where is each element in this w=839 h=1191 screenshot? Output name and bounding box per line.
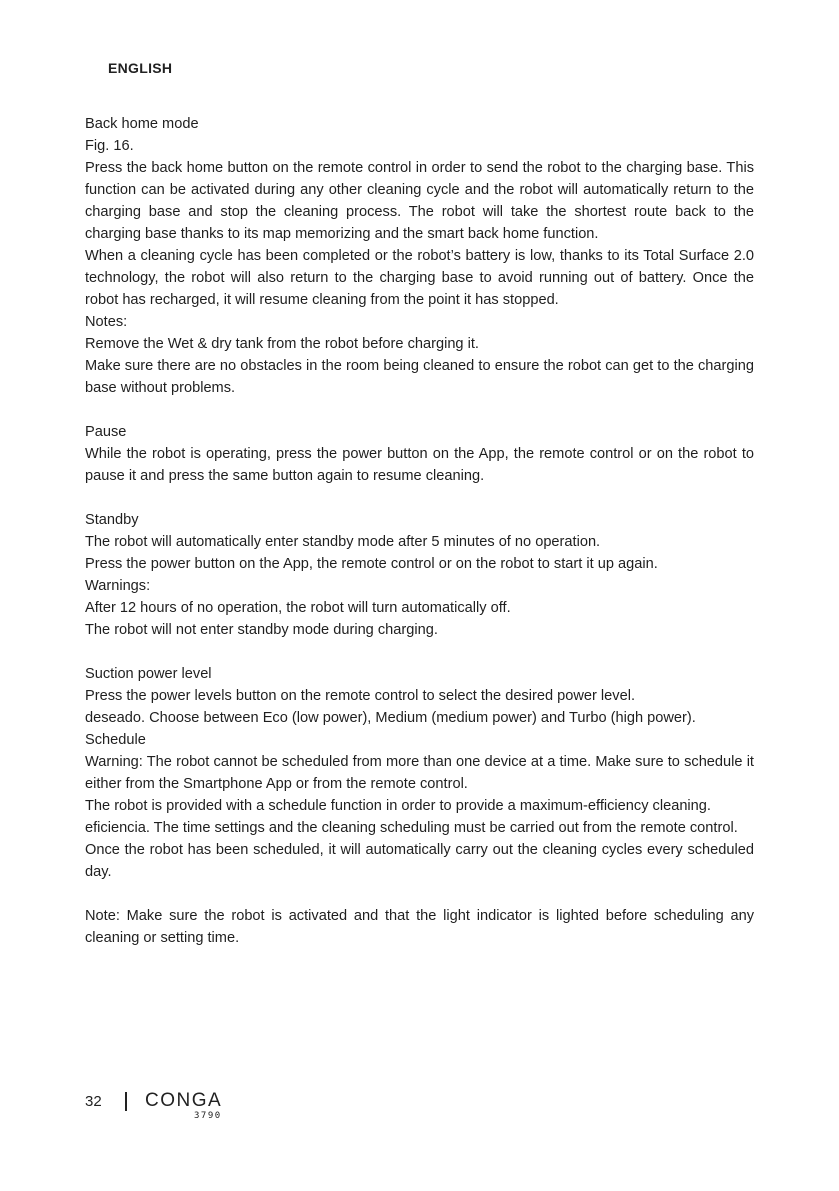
note-item-1: Remove the Wet & dry tank from the robot before charging it.	[85, 336, 479, 352]
standby-paragraph-1: The robot will automatically enter standby mode after 5 minutes of no operation.	[85, 534, 601, 550]
notes-label: Notes:	[85, 314, 128, 330]
schedule-paragraph-1: Warning: The robot cannot be scheduled from more than one device at a time. Make sure to schedule it either from the Smartphone App or from the remote control.	[85, 754, 754, 792]
back-home-paragraph-2: When a cleaning cycle has been completed or the robot’s battery is low, thanks to its Total Surface 2.0 technology, the robot will also return to the charging base to avoid running out of battery. Once the robot has recharged, it will resume cleaning from the point it has stopped.	[85, 248, 754, 308]
pause-title: Pause	[85, 424, 127, 440]
schedule-paragraph-4: Once the robot has been scheduled, it will automatically carry out the cleaning cycles every scheduled day.	[85, 842, 754, 880]
back-home-paragraph-1: Press the back home button on the remote control in order to send the robot to the charging base. This function can be activated during any other cleaning cycle and the robot will automatically return to the charging base and stop the cleaning process. The robot will take the shortest route back to the charging base thanks to its map memorizing and the smart back home function.	[85, 160, 754, 242]
schedule-paragraph-3: eficiencia. The time settings and the cleaning scheduling must be carried out from the remote control.	[85, 820, 738, 836]
footer-divider	[125, 1092, 127, 1111]
conga-logo	[145, 1088, 255, 1122]
page-number: 32	[85, 1093, 102, 1110]
note-item-2: Make sure there are no obstacles in the room being cleaned to ensure the robot can get to the charging base without problems.	[85, 358, 754, 396]
pause-paragraph: While the robot is operating, press the power button on the App, the remote control or on the robot to pause it and press the same button again to resume cleaning.	[85, 446, 754, 484]
language-label: ENGLISH	[108, 60, 173, 76]
suction-paragraph-2: deseado. Choose between Eco (low power), Medium (medium power) and Turbo (high power).	[85, 710, 696, 726]
standby-title: Standby	[85, 512, 139, 528]
schedule-paragraph-2: The robot is provided with a schedule function in order to provide a maximum-efficiency cleaning.	[85, 798, 711, 814]
figure-reference: Fig. 16.	[85, 138, 134, 154]
document-body	[85, 113, 754, 949]
schedule-title: Schedule	[85, 732, 146, 748]
brand-name: CONGA	[145, 1090, 223, 1111]
schedule-note: Note: Make sure the robot is activated and that the light indicator is lighted before scheduling any cleaning or setting time.	[85, 908, 754, 946]
back-home-title: Back home mode	[85, 116, 199, 132]
suction-paragraph-1: Press the power levels button on the remote control to select the desired power level.	[85, 688, 635, 704]
model-number: 3790	[194, 1111, 222, 1121]
warnings-label: Warnings:	[85, 578, 151, 594]
standby-paragraph-2: Press the power button on the App, the remote control or on the robot to start it up again.	[85, 556, 658, 572]
page-footer	[85, 1088, 385, 1122]
suction-title: Suction power level	[85, 666, 212, 682]
warning-item-1: After 12 hours of no operation, the robot will turn automatically off.	[85, 600, 511, 616]
warning-item-2: The robot will not enter standby mode during charging.	[85, 622, 438, 638]
